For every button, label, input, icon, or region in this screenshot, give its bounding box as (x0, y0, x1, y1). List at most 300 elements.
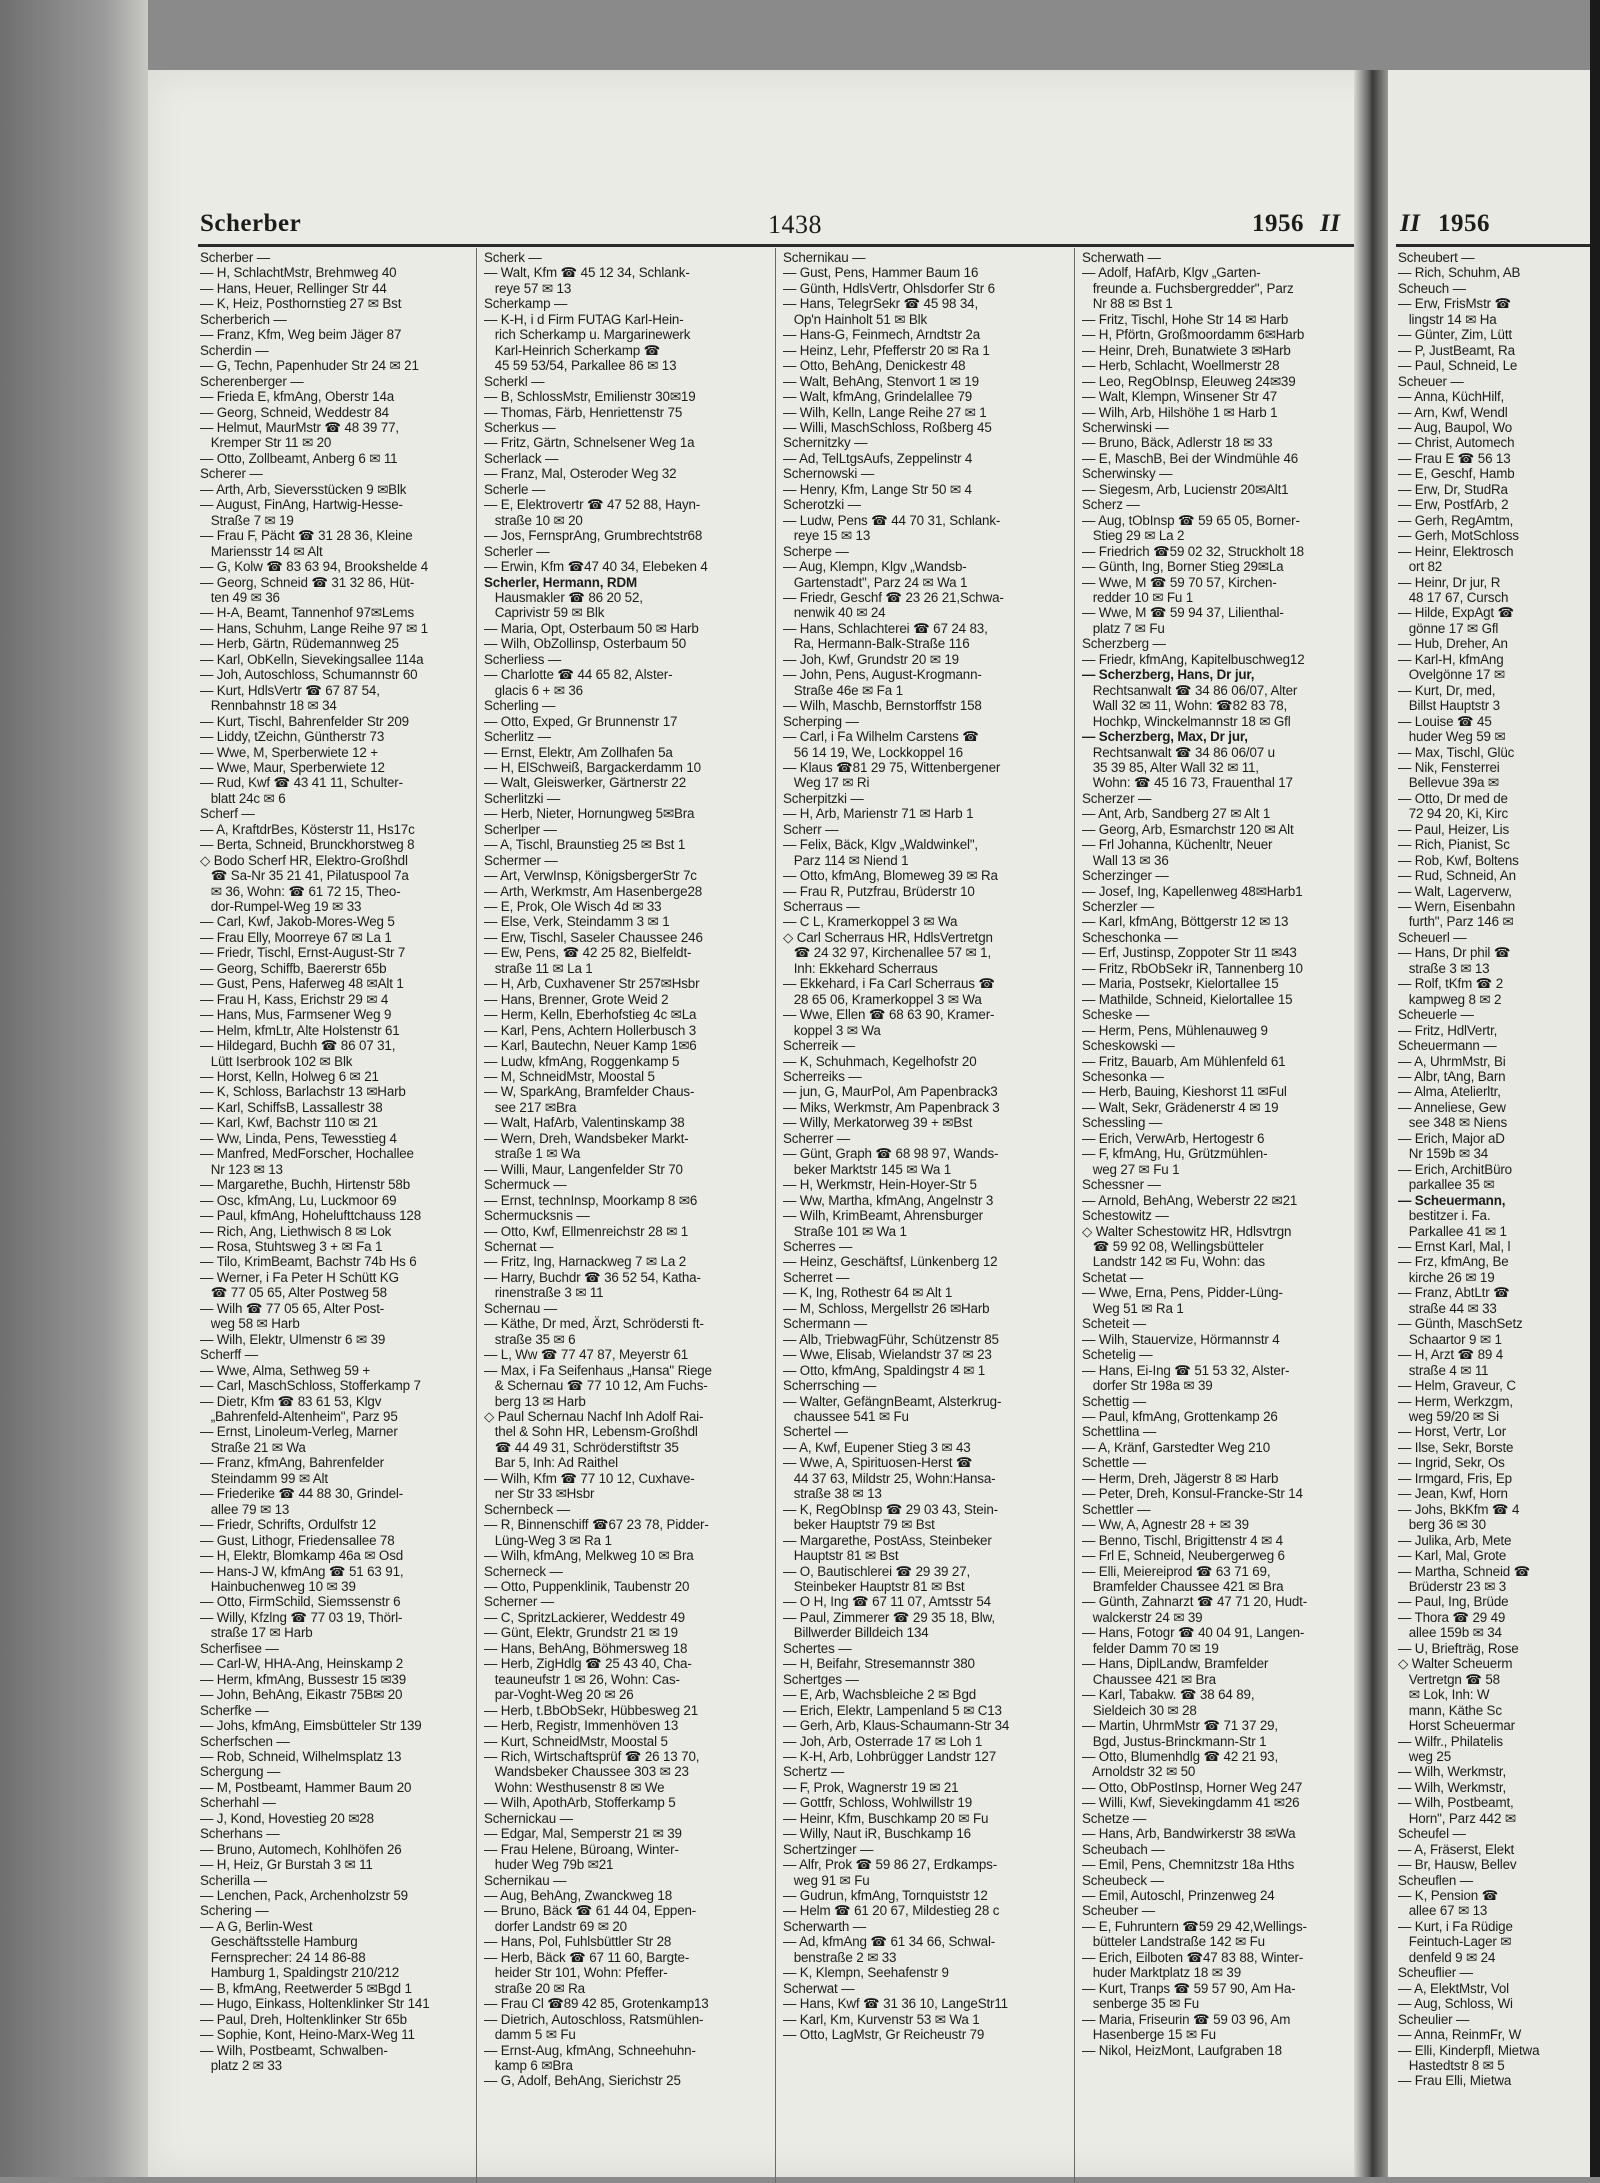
directory-entry-line: berg 36 ✉ 30 (1398, 1517, 1486, 1533)
directory-entry-line: Steinbeker Hauptstr 81 ✉ Bst (783, 1578, 965, 1594)
book-gutter (1354, 70, 1388, 2177)
directory-entry-line: Inh: Ekkehard Scherraus (783, 960, 938, 976)
directory-entry-line: — K, Pension ☎ (1398, 1888, 1499, 1904)
directory-entry-line: — Fritz, Gärtn, Schnelsener Weg 1a (484, 435, 695, 451)
directory-entry-line: — Kurt, Dr, med, (1398, 682, 1496, 698)
running-header-name: Scherber (200, 210, 302, 237)
directory-entry-line: — Thomas, Färb, Henriettenstr 75 (484, 404, 683, 420)
surname-heading: Scherrsching — (783, 1378, 877, 1394)
directory-entry-line: — Helm, kfmLtr, Alte Holstenstr 61 (200, 1022, 400, 1038)
directory-entry-line: — Hildegard, Buchh ☎ 86 07 31, (200, 1038, 396, 1054)
directory-entry-line: — Ernst, Linoleum-Verleg, Marner (200, 1424, 398, 1440)
directory-entry-line: — Rob, Schneid, Wilhelmsplatz 13 (200, 1748, 402, 1764)
directory-entry-line: bütteler Landstraße 142 ✉ Fu (1082, 1934, 1265, 1950)
directory-entry-line: — Herb, t.BbObSekr, Hübbesweg 21 (484, 1702, 699, 1718)
surname-heading: Schernikau — (783, 250, 866, 265)
surname-heading: Schernat — (484, 1239, 554, 1254)
directory-entry-line: ☎ 59 92 08, Wellingsbütteler (1082, 1239, 1264, 1254)
surname-heading: Scherling — (484, 698, 556, 714)
directory-entry-line: 28 65 06, Kramerkoppel 3 ✉ Wa (783, 991, 982, 1007)
directory-entry-line: — Julika, Arb, Mete (1398, 1532, 1512, 1548)
surname-heading: Schertel — (783, 1424, 848, 1440)
surname-heading: Scheskowski — (1082, 1038, 1175, 1054)
directory-entry-line: — Nik, Fensterrei (1398, 759, 1500, 775)
directory-entry-line: damm 5 ✉ Fu (484, 2027, 576, 2043)
directory-entry-line: — Frieda E, kfmAng, Oberstr 14a (200, 389, 395, 405)
directory-entry-line: — B, kfmAng, Reetwerder 5 ✉Bgd 1 (200, 1980, 412, 1996)
directory-entry-line: — Wilh, Elektr, Ulmenstr 6 ✉ 39 (200, 1331, 386, 1347)
directory-entry-line: — Arn, Kwf, Wendl (1398, 404, 1508, 420)
directory-entry-line: — Elli, Meiereiprod ☎ 63 71 69, (1082, 1563, 1271, 1579)
column-divider (775, 248, 776, 2183)
directory-entry-line: — Erf, Justinsp, Zoppoter Str 11 ✉43 (1082, 945, 1297, 961)
surname-heading: Scheulier — (1398, 2011, 1470, 2027)
directory-entry-line: — Anna, ReinmFr, W (1398, 2027, 1522, 2043)
directory-entry-line: — K, Schloss, Barlachstr 13 ✉Harb (200, 1084, 406, 1100)
directory-entry-line: — Wilh, Postbeamt, Schwalben- (200, 2042, 388, 2058)
surname-heading: Scheuermann — (1398, 1038, 1497, 1054)
surname-heading: Scherler — (484, 543, 550, 559)
directory-entry-line: — Walt, Klempn, Winsener Str 47 (1082, 389, 1278, 405)
surname-heading: Scherwat — (783, 1980, 855, 1996)
directory-entry-line: — E, Fuhruntern ☎59 29 42,Wellings- (1082, 1918, 1307, 1934)
directory-entry-line: — Hans, Schuhm, Lange Reihe 97 ✉ 1 (200, 620, 428, 636)
directory-entry-line: ner Str 33 ✉Hsbr (484, 1486, 595, 1502)
directory-entry-line: — Heinr, Kfm, Buschkamp 20 ✉ Fu (783, 1810, 989, 1826)
directory-entry-line: Bramfelder Chaussee 421 ✉ Bra (1082, 1578, 1284, 1594)
directory-entry-line: — Heinr, Dreh, Bunatwiete 3 ✉Harb (1082, 342, 1291, 358)
directory-entry-line: Geschäftsstelle Hamburg (200, 1934, 358, 1950)
directory-entry-line: Kremper Str 11 ✉ 20 (200, 435, 332, 451)
directory-entry-line: — H, ElSchweiß, Bargackerdamm 10 (484, 759, 701, 775)
surname-heading: Scheuflier — (1398, 1965, 1473, 1981)
directory-entry-line: — Hugo, Einkass, Holtenklinker Str 141 (200, 1996, 430, 2012)
directory-entry-line: — Fritz, Ing, Harnackweg 7 ✉ La 2 (484, 1254, 687, 1270)
directory-entry-line: straße 35 ✉ 6 (484, 1331, 576, 1347)
directory-entry-line: ort 82 (1398, 559, 1443, 575)
directory-entry-line: — Max, i Fa Seifenhaus „Hansa" Riege (484, 1362, 712, 1378)
directory-entry-line: rich Scherkamp u. Margarinewerk (484, 327, 691, 343)
surname-heading: Schertes — (783, 1640, 852, 1656)
surname-heading: Scheubach — (1082, 1841, 1165, 1857)
directory-entry-line: — Hans, BehAng, Böhmersweg 18 (484, 1640, 688, 1656)
directory-entry-line: — H, Werkmstr, Hein-Hoyer-Str 5 (783, 1177, 977, 1193)
surname-heading: Schernikau — (484, 1872, 567, 1888)
directory-entry-line: Wandsbeker Chaussee 303 ✉ 23 (484, 1764, 689, 1780)
directory-entry-line: — Frau Helene, Büroang, Winter- (484, 1841, 679, 1857)
directory-entry-line: — Mathilde, Schneid, Kielortallee 15 (1082, 991, 1293, 1007)
directory-entry-line: — Herm, kfmAng, Bussestr 15 ✉39 (200, 1671, 407, 1687)
directory-entry-line: — Jos, FernsprAng, Grumbrechtstr68 (484, 528, 703, 544)
directory-entry-line: — Friedr, Geschf ☎ 23 26 21,Schwa- (783, 589, 1004, 605)
directory-entry-line: — Wilh, Kelln, Lange Reihe 27 ✉ 1 (783, 404, 987, 420)
directory-entry-line: — Walt, Sekr, Grädenerstr 4 ✉ 19 (1082, 1099, 1279, 1115)
directory-entry-line: — K-H, Arb, Lohbrügger Landstr 127 (783, 1748, 996, 1764)
directory-entry-line: straße 3 ✉ 13 (1398, 960, 1490, 976)
directory-entry-line: — M, Postbeamt, Hammer Baum 20 (200, 1779, 412, 1795)
surname-heading: Scherr — (783, 821, 839, 837)
directory-entry-line: — Georg, Schneid, Weddestr 84 (200, 404, 389, 420)
surname-heading: Schesonka — (1082, 1069, 1164, 1085)
surname-heading: Schermucksnis — (484, 1208, 590, 1224)
directory-entry-line: — Franz, Kfm, Weg beim Jäger 87 (200, 327, 402, 343)
directory-entry-line: 72 94 20, Ki, Kirc (1398, 806, 1508, 822)
directory-entry-line: kampweg 8 ✉ 2 (1398, 991, 1502, 1007)
directory-entry-line: freunde a. Fuchsbergredder", Parz (1082, 280, 1294, 296)
directory-entry-line: — Gerh, MotSchloss (1398, 528, 1519, 544)
directory-entry-line: Hochkp, Winckelmannstr 18 ✉ Gfl (1082, 713, 1291, 729)
directory-entry-line: — Klaus ☎81 29 75, Wittenbergener (783, 759, 1001, 775)
directory-entry-line: — Ilse, Sekr, Borste (1398, 1439, 1514, 1455)
directory-entry-line: — Helm, Graveur, C (1398, 1378, 1516, 1394)
directory-entry-line: — Hans, DiplLandw, Bramfelder (1082, 1656, 1269, 1672)
directory-entry-line: — Otto, Dr med de (1398, 790, 1508, 806)
directory-entry-line: lingstr 14 ✉ Ha (1398, 311, 1497, 327)
directory-entry-line: Billwerder Billdeich 134 (783, 1625, 929, 1641)
directory-entry-line: 45 59 53/54, Parkallee 86 ✉ 13 (484, 358, 677, 374)
directory-entry-line: — Karl, Bautechn, Neuer Kamp 1✉6 (484, 1038, 697, 1054)
directory-entry-line: — Herm, Werkzgm, (1398, 1393, 1513, 1409)
directory-entry-line: — Wilh, ApothArb, Stofferkamp 5 (484, 1795, 676, 1811)
directory-entry-line: — Paul, Zimmerer ☎ 29 35 18, Blw, (783, 1609, 995, 1625)
directory-entry-line: straße 38 ✉ 13 (783, 1486, 882, 1502)
directory-entry-line: — K, Ing, Rothestr 64 ✉ Alt 1 (783, 1285, 953, 1301)
header-year: 1956 (1252, 210, 1304, 237)
directory-entry-line: — Maria, Postsekr, Kielortallee 15 (1082, 976, 1279, 992)
directory-entry-line: — Heinz, Geschäftsf, Lünkenberg 12 (783, 1254, 998, 1270)
directory-entry-line: — Aug, Klempn, Klgv „Wandsb- (783, 559, 967, 575)
surname-heading: Scherkamp — (484, 296, 568, 312)
surname-heading: Scherotzki — (783, 497, 861, 513)
directory-entry-line: — C L, Kramerkoppel 3 ✉ Wa (783, 914, 958, 930)
directory-entry-line: — A, Kwf, Eupener Stieg 3 ✉ 43 (783, 1439, 971, 1455)
page-number: 1438 (768, 210, 822, 239)
directory-entry-line: — Paul, kfmAng, Grottenkamp 26 (1082, 1408, 1278, 1424)
directory-entry-line: Hasenberge 15 ✉ Fu (1082, 2027, 1216, 2043)
directory-entry-line: — H-A, Beamt, Tannenhof 97✉Lems (200, 605, 414, 621)
directory-entry-line: — Hans, Fotogr ☎ 40 04 91, Langen- (1082, 1625, 1305, 1641)
directory-entry-line: Hauptstr 81 ✉ Bst (783, 1548, 899, 1564)
directory-entry-line: — Herb, Nieter, Hornungweg 5✉Bra (484, 806, 695, 822)
surname-heading: Scherk — (484, 250, 542, 265)
directory-entry-line: — Anneliese, Gew (1398, 1099, 1506, 1115)
directory-entry-line: — Ekkehard, i Fa Carl Scherraus ☎ (783, 976, 995, 992)
directory-entry-line: — Maria, Opt, Osterbaum 50 ✉ Harb (484, 620, 699, 636)
directory-entry-line: — Fritz, HdlVertr, (1398, 1022, 1498, 1038)
directory-entry-line: — U, Briefträg, Rose (1398, 1640, 1519, 1656)
directory-entry-line: 35 39 85, Alter Wall 32 ✉ 11, (1082, 759, 1259, 775)
directory-entry-line: Steindamm 99 ✉ Alt (200, 1470, 328, 1486)
directory-entry-line: — Ww, A, Agnestr 28 + ✉ 39 (1082, 1517, 1249, 1533)
surname-heading: Scherneck — (484, 1563, 563, 1579)
directory-entry-line: — Aug, BehAng, Zwanckweg 18 (484, 1888, 672, 1904)
directory-entry-line: — Aug, Schloss, Wi (1398, 1996, 1513, 2012)
directory-entry-line: beker Hauptstr 79 ✉ Bst (783, 1517, 935, 1533)
directory-entry-line: — Adolf, HafArb, Klgv „Garten- (1082, 265, 1261, 281)
directory-entry-line: — Carl, i Fa Wilhelm Carstens ☎ (783, 729, 979, 745)
directory-entry-line: — Osc, kfmAng, Lu, Luckmoor 69 (200, 1192, 397, 1208)
directory-entry-line: rinenstraße 3 ✉ 11 (484, 1285, 604, 1301)
directory-entry-line: — Peter, Dreh, Konsul-Francke-Str 14 (1082, 1486, 1303, 1502)
directory-entry-line: — H, Beifahr, Stresemannstr 380 (783, 1656, 975, 1672)
surname-heading: Scherhans — (200, 1826, 280, 1842)
directory-entry-line: mann, Käthe Sc (1398, 1702, 1502, 1718)
directory-entry-line: — Hub, Dreher, An (1398, 636, 1508, 652)
directory-entry-line: — Ant, Arb, Sandberg 27 ✉ Alt 1 (1082, 806, 1271, 822)
surname-heading: Schettlina — (1082, 1424, 1157, 1440)
directory-entry-line: Nr 88 ✉ Bst 1 (1082, 296, 1173, 312)
directory-entry-line: straße 17 ✉ Harb (200, 1625, 313, 1641)
directory-entry-line: Wall 13 ✉ 36 (1082, 852, 1169, 868)
directory-entry-line: — Carl-W, HHA-Ang, Heinskamp 2 (200, 1656, 404, 1672)
surname-heading: Scherle — (484, 481, 546, 497)
directory-entry-line: — Karl, Kwf, Bachstr 110 ✉ 21 (200, 1115, 378, 1131)
directory-entry-line: — Karl, SchiffsB, Lassallestr 38 (200, 1099, 383, 1115)
directory-entry-line: — Alfr, Prok ☎ 59 86 27, Erdkamps- (783, 1857, 998, 1873)
directory-entry-line: straße 4 ✉ 11 (1398, 1362, 1489, 1378)
directory-entry-line: — Rosa, Stuhtsweg 3 + ✉ Fa 1 (200, 1239, 383, 1254)
directory-entry-line: — Alb, TriebwagFühr, Schützenstr 85 (783, 1331, 999, 1347)
directory-entry-line: — Franz, AbtLtr ☎ (1398, 1285, 1510, 1301)
directory-entry-line: — Werner, i Fa Peter H Schütt KG (200, 1269, 399, 1285)
next-page-column (1398, 250, 1600, 2177)
directory-entry-line: — Art, VerwInsp, KönigsbergerStr 7c (484, 868, 697, 884)
directory-entry-line: — Wilh, Kfm ☎ 77 10 12, Cuxhave- (484, 1470, 695, 1486)
directory-entry-line: Vertretgn ☎ 58 (1398, 1671, 1500, 1687)
surname-heading: Scherreiks — (783, 1069, 862, 1085)
directory-entry-line: — Gerh, Arb, Klaus-Schaumann-Str 34 (783, 1718, 1010, 1734)
directory-entry-line: — Georg, Arb, Esmarchstr 120 ✉ Alt (1082, 821, 1294, 837)
directory-entry-line: — Erwin, Kfm ☎47 40 34, Elebeken 4 (484, 559, 708, 575)
surname-heading: Schernau — (484, 1300, 557, 1316)
directory-entry-line: Straße 21 ✉ Wa (200, 1439, 306, 1455)
directory-entry-line: — Hans-J W, kfmAng ☎ 51 63 91, (200, 1563, 404, 1579)
directory-entry-line: Karl-Heinrich Scherkamp ☎ (484, 342, 661, 358)
directory-entry-line: — Wilh, Maschb, Bernstorffstr 158 (783, 698, 982, 714)
surname-heading: Schetze — (1082, 1810, 1147, 1826)
directory-entry-line: — Heinr, Elektrosch (1398, 543, 1514, 559)
directory-entry-line: — Christ, Automech (1398, 435, 1515, 451)
directory-entry-line: — Ew, Pens, ☎ 42 25 82, Bielfeldt- (484, 945, 692, 961)
directory-entry-line: — Herb, Gärtn, Rüdemannweg 25 (200, 636, 399, 652)
surname-heading: Schertges — (783, 1671, 859, 1687)
directory-entry-line: — Erich, Elektr, Lampenland 5 ✉ C13 (783, 1702, 1002, 1718)
surname-heading: Schestowitz — (1082, 1208, 1169, 1224)
directory-entry-line: Fernsprecher: 24 14 86-88 (200, 1949, 366, 1965)
surname-heading: Scheuch — (1398, 280, 1466, 296)
directory-entry-line: — Elli, Kinderpfl, Mietwa (1398, 2042, 1540, 2058)
directory-entry-line: — Frau E ☎ 56 13 (1398, 450, 1511, 466)
directory-entry-line: Mariensstr 14 ✉ Alt (200, 543, 323, 559)
directory-entry-line: ◇ Paul Schernau Nachf Inh Adolf Rai- (484, 1408, 704, 1424)
directory-entry-line: — Günth, Ing, Borner Stieg 29✉La (1082, 559, 1284, 575)
directory-entry-line: — Else, Verk, Steindamm 3 ✉ 1 (484, 914, 670, 930)
directory-entry-line: Brüderstr 23 ✉ 3 (1398, 1578, 1507, 1594)
directory-entry-line: — Edgar, Mal, Semperstr 21 ✉ 39 (484, 1826, 682, 1842)
directory-entry-line: Parz 114 ✉ Niend 1 (783, 852, 909, 868)
directory-entry-line: — M, Schloss, Mergellstr 26 ✉Harb (783, 1300, 990, 1316)
directory-entry-line: — Hans, Pol, Fuhlsbüttler Str 28 (484, 1934, 672, 1950)
directory-entry-line: — Felix, Bäck, Klgv „Waldwinkel", (783, 837, 979, 853)
directory-entry-line: — Paul, Schneid, Le (1398, 358, 1518, 374)
directory-entry-line: — Frl E, Schneid, Neubergerweg 6 (1082, 1548, 1285, 1564)
directory-entry-line: — Franz, kfmAng, Bahrenfelder (200, 1455, 384, 1471)
directory-entry-line: — Josef, Ing, Kapellenweg 48✉Harb1 (1082, 883, 1303, 899)
surname-heading: Scherwath — (1082, 250, 1161, 265)
directory-entry-line: — Anna, KüchHilf, (1398, 389, 1505, 405)
directory-entry-line: — Arth, Werkmstr, Am Hasenberge28 (484, 883, 703, 899)
directory-entry-line: 44 37 63, Mildstr 25, Wohn:Hansa- (783, 1470, 996, 1486)
directory-entry-line: — Ludw, kfmAng, Roggenkamp 5 (484, 1053, 680, 1069)
directory-entry-line: — Erich, ArchitBüro (1398, 1161, 1512, 1177)
directory-entry-line: dor-Rumpel-Weg 19 ✉ 33 (200, 899, 362, 915)
directory-entry-line: — Liddy, tZeichn, Güntherstr 73 (200, 729, 385, 745)
directory-entry-line: — H, Pförtn, Großmoordamm 6✉Harb (1082, 327, 1305, 343)
directory-entry-line: — K, Heiz, Posthornstieg 27 ✉ Bst (200, 296, 402, 312)
surname-heading: Schermer — (484, 852, 558, 868)
directory-entry-line: Rechtsanwalt ☎ 34 86 06/07, Alter (1082, 682, 1298, 698)
directory-entry-line: huder Marktplatz 18 ✉ 39 (1082, 1965, 1242, 1981)
directory-entry-line: Wohn: Westhusenstr 8 ✉ We (484, 1779, 665, 1795)
directory-entry-line: — Günter, Zim, Lütt (1398, 327, 1512, 343)
directory-entry-line: weg 25 (1398, 1748, 1451, 1764)
directory-entry-line: — Erich, VerwArb, Hertogestr 6 (1082, 1130, 1265, 1146)
next-header-rule (1396, 244, 1600, 247)
directory-entry-line: Horn", Parz 442 ✉ (1398, 1810, 1516, 1826)
directory-entry-line: — Frau R, Putzfrau, Brüderstr 10 (783, 883, 975, 899)
directory-entry-line: Ovelgönne 17 ✉ (1398, 667, 1505, 683)
surname-heading: Schernowski — (783, 466, 875, 482)
directory-entry-line: — Hans, TelegrSekr ☎ 45 98 34, (783, 296, 979, 312)
surname-heading: Scherwinski — (1082, 419, 1169, 435)
directory-entry-line: benstraße 2 ✉ 33 (783, 1949, 897, 1965)
directory-entry-line: — Tilo, KrimBeamt, Bachstr 74b Hs 6 (200, 1254, 417, 1270)
column-divider (1074, 248, 1075, 2183)
directory-entry-line: parkallee 35 ✉ (1398, 1177, 1495, 1193)
directory-entry-line: — Wilh, ObZollinsp, Osterbaum 50 (484, 636, 687, 652)
directory-entry-line: — Hans, Ei-Ing ☎ 51 53 32, Alster- (1082, 1362, 1290, 1378)
directory-entry-line: straße 44 ✉ 33 (1398, 1300, 1497, 1316)
directory-entry-line: Stieg 29 ✉ La 2 (1082, 528, 1185, 544)
surname-heading: Scherberich — (200, 311, 287, 327)
directory-entry-line: blatt 24c ✉ 6 (200, 790, 286, 806)
directory-entry-line: — Ernst-Aug, kfmAng, Schneehuhn- (484, 2042, 696, 2058)
scan-right-edge (1590, 0, 1600, 2177)
surname-heading: Schertzinger — (783, 1841, 874, 1857)
directory-entry-line: — Arnold, BehAng, Weberstr 22 ✉21 (1082, 1192, 1298, 1208)
directory-entry-line: — Margarethe, PostAss, Steinbeker (783, 1532, 992, 1548)
directory-entry-line: Sieldeich 30 ✉ 28 (1082, 1702, 1197, 1718)
directory-entry-line: — Henry, Kfm, Lange Str 50 ✉ 4 (783, 481, 972, 497)
surname-heading: Schertz — (783, 1764, 845, 1780)
directory-entry-line: ☎ 44 49 31, Schröderstiftstr 35 (484, 1439, 679, 1455)
directory-entry-line: ✉ Lok, Inh: W (1398, 1687, 1490, 1703)
directory-entry-line: Chaussee 421 ✉ Bra (1082, 1671, 1216, 1687)
directory-entry-line: — Rich, Wirtschaftsprüf ☎ 26 13 70, (484, 1748, 700, 1764)
directory-entry-line: — Heinr, Dr jur, R (1398, 574, 1501, 590)
directory-entry-line: — Käthe, Dr med, Ärzt, Schrödersti ft- (484, 1316, 704, 1332)
directory-entry-line: — Walt, BehAng, Stenvort 1 ✉ 19 (783, 373, 979, 389)
directory-entry-line: — H, Arzt ☎ 89 4 (1398, 1347, 1504, 1363)
directory-entry-line: — A, UhrmMstr, Bi (1398, 1053, 1506, 1069)
directory-entry-line: see 348 ✉ Niens (1398, 1115, 1508, 1131)
surname-heading: Scherping — (783, 713, 859, 729)
directory-entry-line: — A G, Berlin-West (200, 1918, 313, 1934)
surname-heading: Scheubeck — (1082, 1872, 1164, 1888)
directory-entry-line: Hainbuchenweg 10 ✉ 39 (200, 1578, 356, 1594)
directory-entry-line: — Otto, BehAng, Denickestr 48 (783, 358, 966, 374)
surname-heading: Schettler — (1082, 1501, 1151, 1517)
directory-entry-line: weg 27 ✉ Fu 1 (1082, 1161, 1180, 1177)
directory-entry-line: weg 58 ✉ Harb (200, 1316, 300, 1332)
directory-entry-line: Wohn: ☎ 45 16 73, Frauenthal 17 (1082, 775, 1293, 791)
directory-entry-line: — Herb, Schlacht, Woellmerstr 28 (1082, 358, 1280, 374)
directory-entry-line: — A, Tischl, Braunstieg 25 ✉ Bst 1 (484, 837, 686, 853)
directory-entry-line: — E, Prok, Ole Wisch 4d ✉ 33 (484, 899, 662, 915)
directory-entry-line: — Frz, kfmAng, Be (1398, 1254, 1509, 1270)
directory-entry-line: — E, Arb, Wachsbleiche 2 ✉ Bgd (783, 1687, 977, 1703)
directory-entry-line: — Max, Tischl, Glüc (1398, 744, 1515, 760)
directory-entry-line: — G, Adolf, BehAng, Sierichstr 25 (484, 2073, 681, 2089)
column-divider (476, 248, 477, 2183)
directory-entry-line: — Otto, Exped, Gr Brunnenstr 17 (484, 713, 678, 729)
directory-entry-line: Straße 46e ✉ Fa 1 (783, 682, 903, 698)
surname-heading: Schernickau — (484, 1810, 573, 1826)
directory-column-1 (200, 250, 472, 2180)
directory-entry-line: — Karl-H, kfmAng (1398, 651, 1504, 667)
directory-entry-line: — A, Kränf, Garstedter Weg 210 (1082, 1439, 1271, 1455)
surname-heading: Scheske — (1082, 1007, 1150, 1023)
directory-entry-line: — Lenchen, Pack, Archenholzstr 59 (200, 1888, 408, 1904)
directory-entry-line: — Kurt, HdlsVertr ☎ 67 87 54, (200, 682, 380, 698)
directory-entry-line: see 217 ✉Bra (484, 1099, 577, 1115)
directory-entry-line: 48 17 67, Cursch (1398, 589, 1509, 605)
directory-entry-line: — Willi, Kwf, Sievekingdamm 41 ✉26 (1082, 1795, 1300, 1811)
surname-heading: Scherenberger — (200, 373, 304, 389)
directory-entry-line: Hamburg 1, Spaldingstr 210/212 (200, 1965, 400, 1981)
directory-entry-line: — Willy, Kfzlng ☎ 77 03 19, Thörl- (200, 1609, 403, 1625)
surname-heading: Scherfke — (200, 1702, 269, 1718)
directory-entry-line: ☎ 24 32 97, Kirchenallee 57 ✉ 1, (783, 945, 992, 961)
surname-heading: Scherzer — (1082, 790, 1152, 806)
directory-entry-line: — Otto, Kwf, Ellmenreichstr 28 ✉ 1 (484, 1223, 689, 1239)
directory-entry-line: — Scherzberg, Hans, Dr jur, (1082, 667, 1255, 683)
directory-entry-line: dorfer Str 198a ✉ 39 (1082, 1378, 1213, 1394)
directory-entry-line: — Hans, Mus, Farmsener Weg 9 (200, 1007, 392, 1023)
directory-entry-line: Weg 17 ✉ Ri (783, 775, 870, 791)
next-header-volume: II (1400, 210, 1421, 237)
directory-entry-line: — Frl Johanna, Küchenltr, Neuer (1082, 837, 1273, 853)
directory-entry-line: ◇ Carl Scherraus HR, HdlsVertretgn (783, 929, 993, 945)
directory-entry-line: allee 159b ✉ 34 (1398, 1625, 1502, 1641)
directory-entry-line: — Scherzberg, Max, Dr jur, (1082, 729, 1248, 745)
surname-heading: Schernitzky — (783, 435, 868, 451)
directory-entry-line: & Schernau ☎ 77 10 12, Am Fuchs- (484, 1378, 708, 1394)
directory-entry-line: — Wwe, Alma, Sethweg 59 + (200, 1362, 371, 1378)
surname-heading: Scheuerl — (1398, 929, 1467, 945)
directory-entry-line: — Willy, Naut iR, Buschkamp 16 (783, 1826, 971, 1842)
surname-heading: Scherfschen — (200, 1733, 290, 1749)
directory-entry-line: — Rob, Kwf, Boltens (1398, 852, 1519, 868)
surname-heading: Scherwinsky — (1082, 466, 1173, 482)
directory-entry-line: — R, Binnenschiff ☎67 23 78, Pidder- (484, 1517, 709, 1533)
directory-entry-line: — Wwe, A, Spirituosen-Herst ☎ (783, 1455, 973, 1471)
directory-entry-line: heider Str 101, Wohn: Pfeffer- (484, 1965, 668, 1981)
directory-entry-line: — Siegesm, Arb, Lucienstr 20✉Alt1 (1082, 481, 1289, 497)
surname-heading: Scherreik — (783, 1038, 856, 1054)
next-page-edge (1388, 70, 1600, 2177)
directory-entry-line: — Friedr, kfmAng, Kapitelbuschweg12 (1082, 651, 1305, 667)
